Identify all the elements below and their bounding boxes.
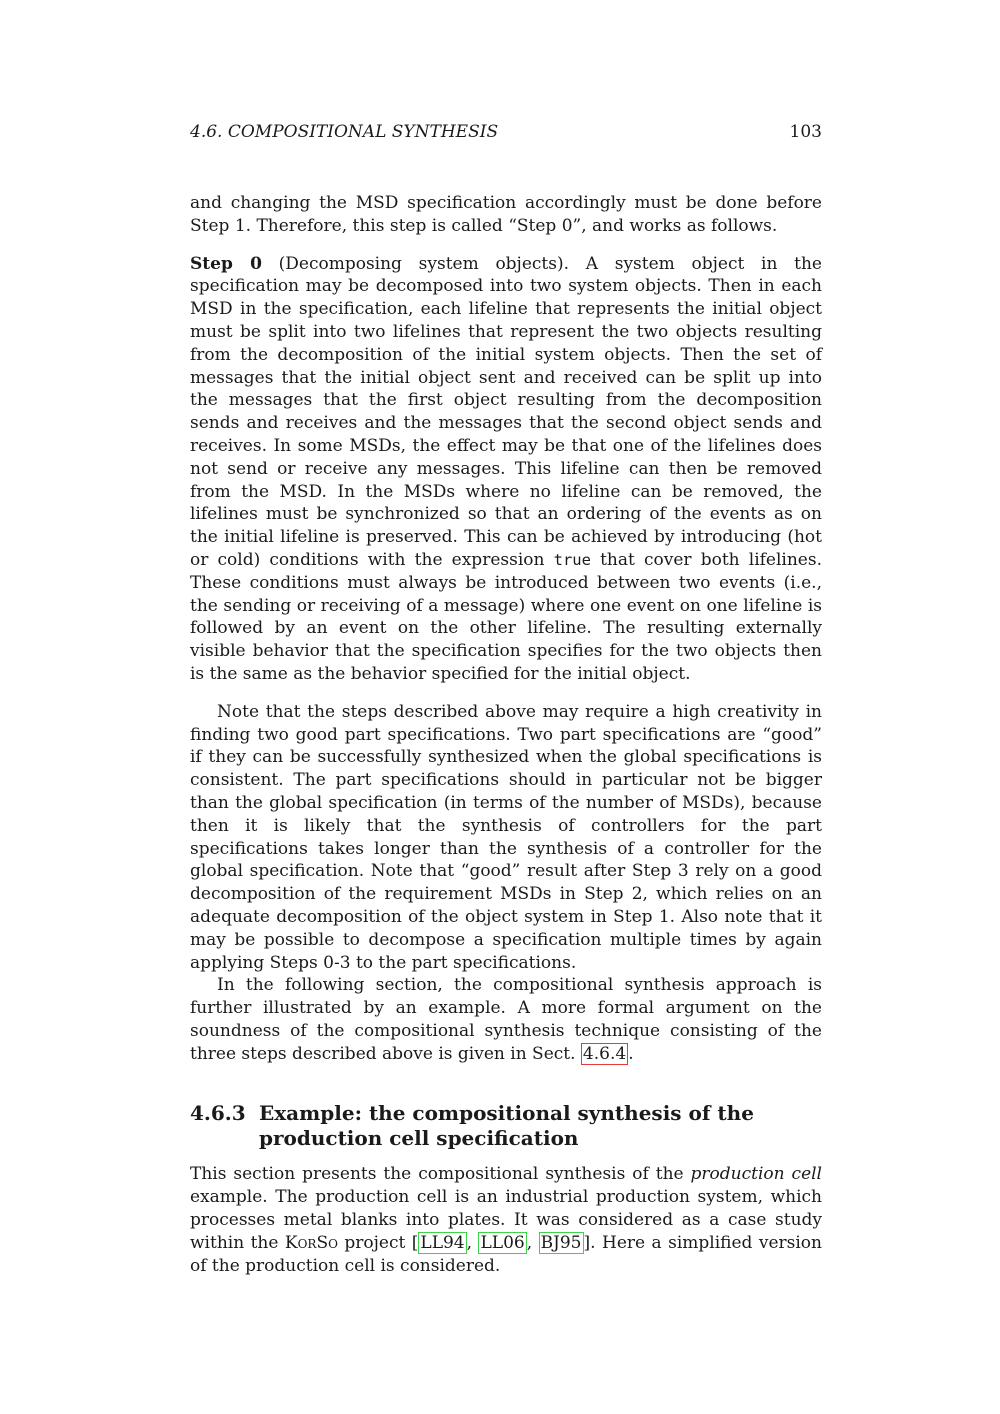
production-cell-text-b: example. The production cell is an industrial production system, which processes metal blanks into plates. It was considered as a case study within the [190, 1187, 822, 1253]
page-body [190, 192, 822, 1277]
page-header [190, 121, 822, 143]
paragraph-following-section [190, 974, 822, 1065]
production-cell-emphasis: production cell [690, 1164, 822, 1185]
following-section-text-b: . [628, 1043, 634, 1064]
production-cell-text-a: This section presents the compositional synthesis of the [190, 1164, 691, 1185]
step-0-label: Step 0 [190, 253, 262, 274]
citation-ll94[interactable]: LL94 [420, 1232, 465, 1253]
project-name: KorSo [284, 1232, 338, 1253]
step-0-text-a: (Decomposing system objects). A system object in the specification may be decomposed into two system objects. Then in each MSD in the specification, each lifeline that represents the initial object must be split into two lifelines that represent the two objects resulting from the decomposition of the initial system objects. Then the set of messages that the initial object sent and received can be split up into the messages that the first object resulting from the decomposition sends and receives and the messages that the second object sends and receives. In some MSDs, the effect may be that one of the lifelines does not send or receive any messages. This lifeline can then be removed from the MSD. In the MSDs where no lifeline can be removed, the lifelines must be synchronized so that an ordering of the events as on the initial lifeline is preserved. This can be achieved by introducing (hot or cold) conditions with the expression [190, 253, 822, 570]
following-section-text-a: In the following section, the compositional synthesis approach is further illustrated by an example. A more formal argument on the soundness of the compositional synthesis technique consisting of the three steps described above is given in Sect. [190, 975, 822, 1064]
section-ref-link[interactable]: 4.6.4 [582, 1043, 627, 1064]
code-true: true [553, 550, 591, 569]
running-title: 4.6. COMPOSITIONAL SYNTHESIS [190, 122, 499, 142]
paragraph-production-cell [190, 1163, 822, 1277]
paragraph-step-0 [190, 253, 822, 686]
paragraph-note: Note that the steps described above may require a high creativity in finding two good part specifications. Two part specifications are “good” if they can be successfully synthesized when the global specifications is consistent. The part specifications should in particular not be bigger than the global specification (in terms of the number of MSDs), because then it is likely that the synthesis of controllers for the part specifications takes longer than the synthesis of a controller for the global specification. Note that “good” result after Step 3 rely on a good decomposition of the requirement MSDs in Step 2, which relies on an adequate decomposition of the object system in Step 1. Also note that it may be possible to decompose a specification multiple times by again applying Steps 0-3 to the part specifications. [190, 701, 822, 973]
citation-ll06[interactable]: LL06 [480, 1232, 525, 1253]
production-cell-text-c: project [ [337, 1232, 419, 1253]
citation-separator-1: , [466, 1232, 479, 1253]
section-title: Example: the compositional synthesis of the production cell specification [259, 1101, 754, 1151]
section-number: 4.6.3 [190, 1101, 246, 1126]
section-heading [190, 1101, 822, 1151]
production-cell-text-d: ]. Here a simplified version of the production cell is considered. [190, 1232, 822, 1276]
paragraph-intro: and changing the MSD specification accordingly must be done before Step 1. Therefore, this step is called “Step 0”, and works as follows. [190, 193, 822, 236]
citation-separator-2: , [526, 1232, 539, 1253]
citation-bj95[interactable]: BJ95 [540, 1232, 582, 1253]
step-0-text-b: that cover both lifelines. These conditions must always be introduced between two events (i.e., the sending or receiving of a message) where one event on one lifeline is followed by an event on the other lifeline. The resulting externally visible behavior that the specification specifies for the two objects then is the same as the behavior specified for the initial object. [190, 549, 822, 684]
page-number: 103 [789, 122, 822, 142]
